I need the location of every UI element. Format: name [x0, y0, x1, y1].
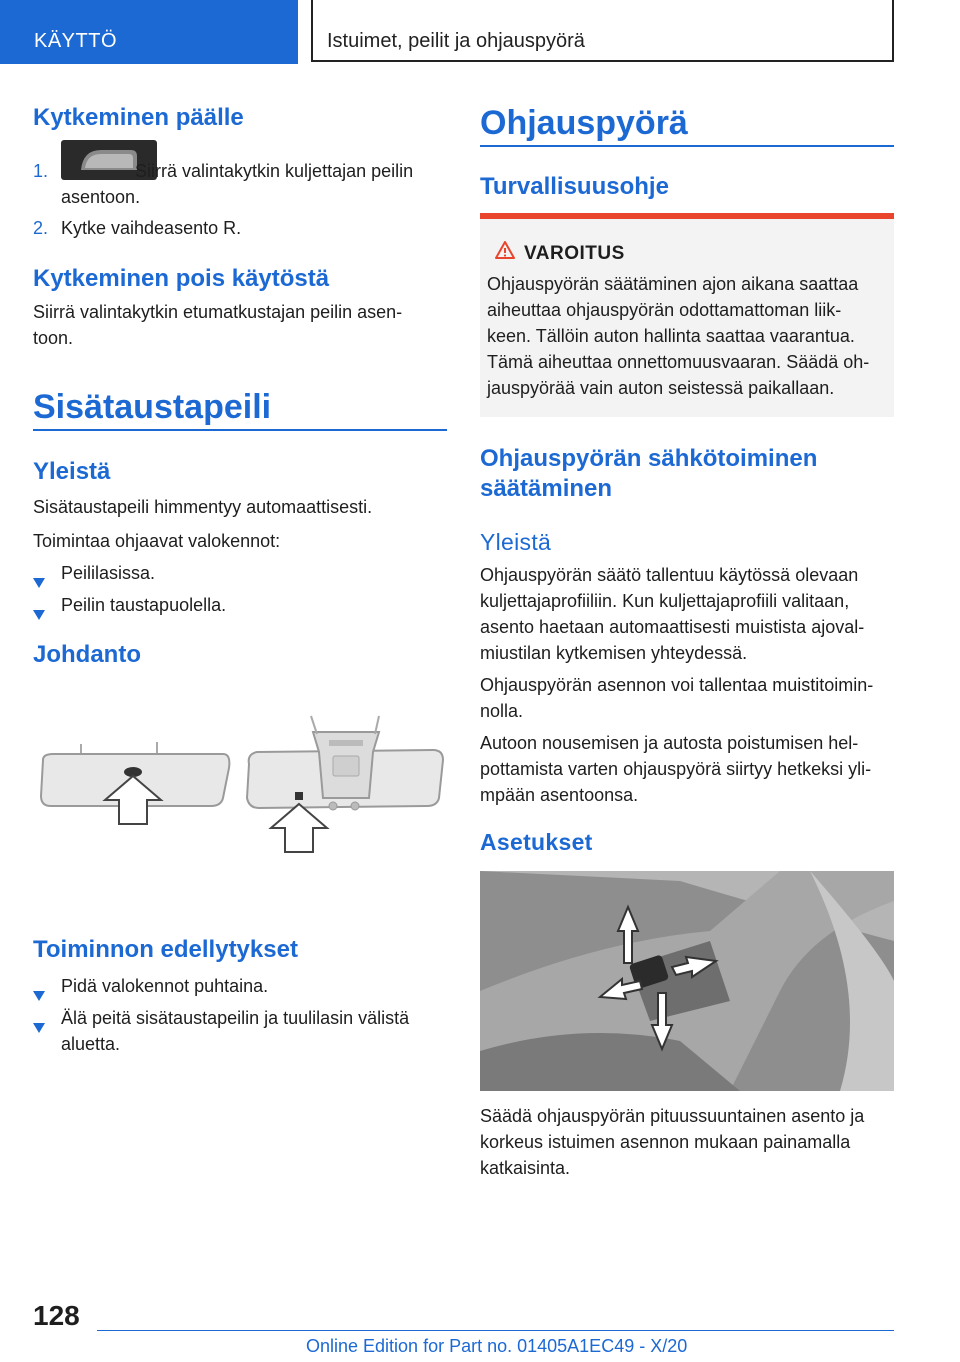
heading-general: Yleistä — [480, 529, 552, 555]
heading-switch-on: Kytkeminen päälle — [33, 104, 244, 131]
paragraph-line: Autoon nousemisen ja autosta poistumisen hel- — [480, 733, 859, 753]
list-item-text: Älä peitä sisätaustapeilin ja tuulilasin välistä — [61, 1008, 410, 1028]
warning-line: Ohjauspyörän säätäminen ajon aikana saattaa — [487, 274, 859, 294]
caption-line: Säädä ohjauspyörän pituussuuntainen asento ja — [480, 1106, 865, 1126]
heading-safety: Turvallisuusohje — [480, 173, 669, 200]
list-item-text-cont: aluetta. — [61, 1034, 121, 1054]
mirror-illustration — [33, 712, 447, 862]
step-number: 2. — [33, 218, 49, 238]
paragraph-line: Ohjauspyörän asennon voi tallentaa muistitoimin- — [480, 675, 874, 695]
warning-box — [480, 213, 894, 417]
step-text: Kytke vaihdeasento R. — [61, 218, 242, 238]
bullet-triangle-icon — [33, 569, 45, 595]
title-rule — [33, 429, 447, 431]
paragraph-line: pottamista varten ohjauspyörä siirtyy hetkeksi yli- — [480, 759, 872, 779]
bullet-triangle-icon — [33, 601, 45, 627]
title-interior-mirror: Sisätaustapeili — [33, 388, 272, 426]
edition-link[interactable]: Online Edition for Part no. 01405A1EC49 - X/20 — [306, 1336, 688, 1356]
caption-line: katkaisinta. — [480, 1158, 571, 1178]
section-tab — [0, 0, 298, 64]
paragraph-line: asento haetaan automaattisesti muistista ajoval- — [480, 617, 865, 637]
paragraph-line: miustilan kytkemisen yhteydessä. — [480, 643, 748, 663]
step-text-cont: asentoon. — [61, 187, 141, 207]
steering-switch-photo — [480, 871, 894, 1091]
list-item-text: Pidä valokennot puhtaina. — [61, 976, 269, 996]
paragraph-line: kuljettajaprofiiliin. Kun kuljettajaprofiili valitaan, — [480, 591, 850, 611]
caption-line: korkeus istuimen asennon mukaan painamalla — [480, 1132, 851, 1152]
bullet-triangle-icon — [33, 1014, 45, 1040]
paragraph: Toimintaa ohjaavat valokennot: — [33, 531, 281, 551]
warning-bar — [480, 213, 894, 219]
footer-rule — [97, 1330, 894, 1331]
paragraph-line: Siirrä valintakytkin etumatkustajan peilin asen- — [33, 302, 403, 322]
step-number: 1. — [33, 161, 49, 181]
heading-electric-adjust: Ohjauspyörän sähkötoiminen — [480, 445, 818, 472]
warning-text — [487, 271, 887, 401]
paragraph-line: nolla. — [480, 701, 524, 721]
step-text: Siirrä valintakytkin kuljettajan peilin — [135, 161, 414, 181]
list-item-text: Peililasissa. — [61, 563, 156, 583]
warning-label: VAROITUS — [524, 243, 625, 264]
paragraph: Sisätaustapeili himmentyy automaattisesti. — [33, 497, 373, 517]
title-rule — [480, 145, 894, 147]
heading-introduction: Johdanto — [33, 641, 141, 668]
warning-line: Tämä aiheuttaa onnettomuusvaaran. Säädä oh- — [487, 352, 870, 372]
paragraph-line: Ohjauspyörän säätö tallentuu käytössä olevaan — [480, 565, 859, 585]
warning-line: keen. Tällöin auton hallinta saattaa vaarantua. — [487, 326, 855, 346]
warning-line: aiheuttaa ohjauspyörän odottamattoman liik- — [487, 300, 842, 320]
list-item-text: Peilin taustapuolella. — [61, 595, 227, 615]
paragraph-line: mpään asentoonsa. — [480, 785, 639, 805]
heading-general: Yleistä — [33, 458, 111, 485]
chapter-label: Istuimet, peilit ja ohjauspyörä — [327, 30, 585, 52]
heading-electric-adjust-cont: säätäminen — [480, 475, 613, 502]
bullet-triangle-icon — [33, 982, 45, 1008]
heading-switch-off: Kytkeminen pois käytöstä — [33, 265, 330, 292]
section-label: KÄYTTÖ — [34, 30, 118, 52]
page-number: 128 — [33, 1300, 80, 1331]
title-steering-wheel: Ohjauspyörä — [480, 104, 688, 142]
warning-triangle-icon — [494, 240, 516, 265]
heading-prerequisites: Toiminnon edellytykset — [33, 936, 298, 963]
paragraph-line: toon. — [33, 328, 74, 348]
heading-settings: Asetukset — [480, 829, 593, 855]
warning-line: jauspyörää vain auton seistessä paikallaan. — [487, 378, 835, 398]
chapter-tab — [311, 0, 894, 62]
